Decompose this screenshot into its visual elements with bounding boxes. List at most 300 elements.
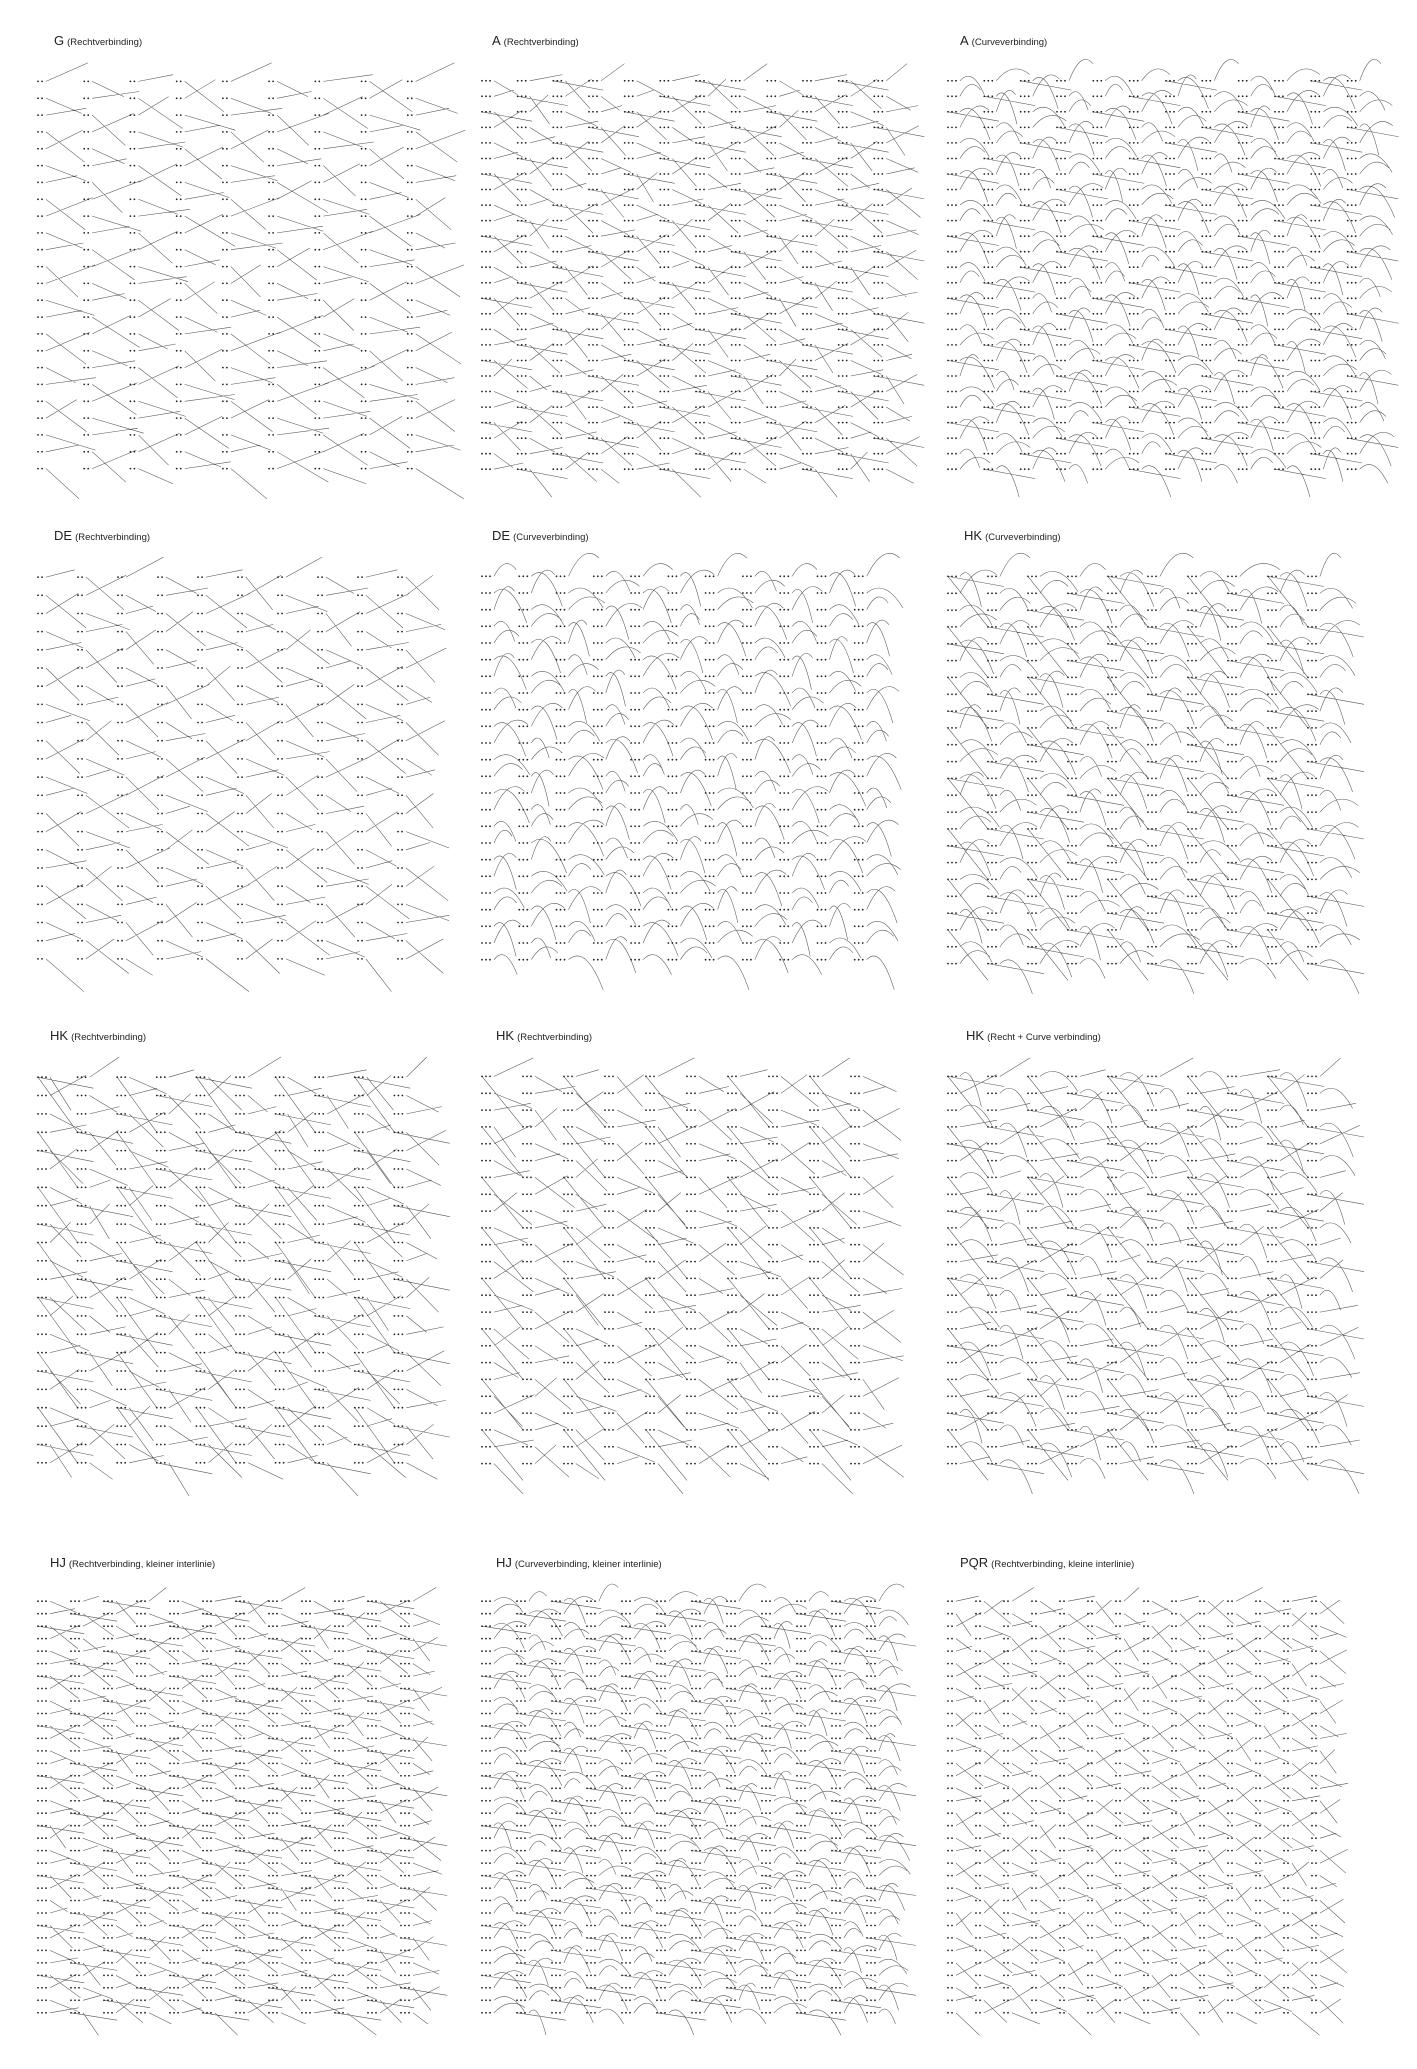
dot bbox=[357, 649, 359, 651]
dot bbox=[1227, 677, 1229, 679]
dot bbox=[556, 875, 558, 877]
dot bbox=[522, 775, 524, 777]
dot bbox=[1347, 313, 1349, 315]
dot bbox=[560, 692, 562, 694]
dot bbox=[1071, 845, 1073, 847]
dot bbox=[846, 80, 848, 82]
dot bbox=[705, 675, 707, 677]
dot bbox=[1282, 266, 1284, 268]
dot bbox=[485, 659, 487, 661]
dot bbox=[783, 725, 785, 727]
dot bbox=[951, 391, 953, 393]
dot bbox=[668, 692, 670, 694]
dot bbox=[489, 859, 491, 861]
dot bbox=[176, 417, 178, 419]
dot bbox=[705, 692, 707, 694]
dot bbox=[1027, 845, 1029, 847]
dot bbox=[672, 942, 674, 944]
dot bbox=[517, 360, 519, 362]
dot bbox=[1115, 744, 1117, 746]
dot bbox=[713, 892, 715, 894]
dot bbox=[825, 742, 827, 744]
dot bbox=[200, 1168, 202, 1170]
dot bbox=[1201, 220, 1203, 222]
dot bbox=[121, 776, 123, 778]
dot bbox=[1060, 142, 1062, 144]
dot bbox=[1111, 626, 1113, 628]
dot bbox=[663, 158, 665, 160]
panel-code: DE bbox=[492, 528, 511, 543]
dot bbox=[37, 451, 39, 453]
dot bbox=[222, 148, 224, 150]
dot bbox=[176, 198, 178, 200]
dot bbox=[713, 709, 715, 711]
dot bbox=[951, 329, 953, 331]
dot bbox=[160, 1444, 162, 1446]
dot bbox=[735, 468, 737, 470]
dot bbox=[243, 1407, 245, 1409]
dot bbox=[226, 417, 228, 419]
dot bbox=[45, 1407, 47, 1409]
dot bbox=[735, 360, 737, 362]
dot bbox=[713, 825, 715, 827]
dot bbox=[663, 437, 665, 439]
dot bbox=[1067, 744, 1069, 746]
dot bbox=[1267, 862, 1269, 864]
dot bbox=[955, 282, 957, 284]
dot bbox=[1060, 406, 1062, 408]
dot bbox=[877, 80, 879, 82]
dot bbox=[1067, 677, 1069, 679]
dot bbox=[1169, 173, 1171, 175]
dot bbox=[873, 158, 875, 160]
dot bbox=[1107, 794, 1109, 796]
dot bbox=[1355, 158, 1357, 160]
dot bbox=[1347, 406, 1349, 408]
dot bbox=[517, 158, 519, 160]
dot bbox=[157, 631, 159, 633]
dot bbox=[1028, 422, 1030, 424]
dot bbox=[1238, 95, 1240, 97]
dot bbox=[37, 904, 39, 906]
dot bbox=[1307, 794, 1309, 796]
dot bbox=[243, 1389, 245, 1391]
dot bbox=[881, 437, 883, 439]
dot bbox=[317, 922, 319, 924]
dot bbox=[806, 282, 808, 284]
dot bbox=[735, 142, 737, 144]
dot bbox=[556, 297, 558, 299]
dot bbox=[947, 468, 949, 470]
dot bbox=[83, 350, 85, 352]
dot bbox=[663, 204, 665, 206]
dot bbox=[1315, 912, 1317, 914]
dot bbox=[357, 685, 359, 687]
dot bbox=[522, 725, 524, 727]
dot bbox=[1231, 643, 1233, 645]
dot bbox=[522, 709, 524, 711]
dot bbox=[394, 1297, 396, 1299]
dot bbox=[1064, 220, 1066, 222]
dot bbox=[318, 316, 320, 318]
dot bbox=[628, 329, 630, 331]
dot bbox=[991, 313, 993, 315]
dot bbox=[401, 740, 403, 742]
dot bbox=[810, 204, 812, 206]
dot bbox=[1137, 127, 1139, 129]
dot bbox=[83, 198, 85, 200]
dot bbox=[200, 1150, 202, 1152]
dot bbox=[1028, 158, 1030, 160]
dot bbox=[1151, 862, 1153, 864]
dot bbox=[1028, 406, 1030, 408]
dot bbox=[1315, 879, 1317, 881]
dot bbox=[322, 1333, 324, 1335]
dot bbox=[846, 111, 848, 113]
dot bbox=[407, 81, 409, 83]
dot bbox=[838, 282, 840, 284]
dot bbox=[517, 266, 519, 268]
dot bbox=[157, 704, 159, 706]
dot bbox=[596, 313, 598, 315]
dot bbox=[1027, 576, 1029, 578]
dot bbox=[1351, 329, 1353, 331]
dot bbox=[1205, 189, 1207, 191]
dot bbox=[592, 251, 594, 253]
dot bbox=[1310, 313, 1312, 315]
dot bbox=[556, 422, 558, 424]
dot bbox=[995, 879, 997, 881]
dot bbox=[1064, 344, 1066, 346]
dot bbox=[180, 148, 182, 150]
dot bbox=[241, 885, 243, 887]
dot bbox=[596, 437, 598, 439]
dot bbox=[397, 958, 399, 960]
dot bbox=[881, 158, 883, 160]
dot bbox=[1238, 437, 1240, 439]
dot bbox=[1191, 778, 1193, 780]
dot bbox=[881, 360, 883, 362]
dot bbox=[787, 742, 789, 744]
dot bbox=[1307, 744, 1309, 746]
dot bbox=[1071, 643, 1073, 645]
dot bbox=[881, 142, 883, 144]
dot bbox=[41, 333, 43, 335]
dot bbox=[1155, 761, 1157, 763]
dot bbox=[485, 575, 487, 577]
dot bbox=[317, 576, 319, 578]
dot bbox=[243, 1076, 245, 1078]
dot bbox=[987, 220, 989, 222]
dot bbox=[517, 313, 519, 315]
dot bbox=[750, 709, 752, 711]
dot bbox=[1151, 693, 1153, 695]
dot bbox=[77, 885, 79, 887]
dot bbox=[85, 1095, 87, 1097]
dot bbox=[987, 251, 989, 253]
dot bbox=[597, 942, 599, 944]
dot bbox=[672, 842, 674, 844]
dot bbox=[1227, 963, 1229, 965]
dot bbox=[161, 758, 163, 760]
dot bbox=[854, 809, 856, 811]
dot bbox=[239, 1131, 241, 1133]
dot bbox=[854, 942, 856, 944]
dot bbox=[87, 400, 89, 402]
dot bbox=[407, 266, 409, 268]
dot bbox=[1195, 929, 1197, 931]
dot bbox=[593, 592, 595, 594]
dot bbox=[1310, 189, 1312, 191]
dot bbox=[597, 792, 599, 794]
dot bbox=[802, 80, 804, 82]
dot bbox=[164, 1187, 166, 1189]
dot bbox=[85, 1407, 87, 1409]
dot bbox=[180, 232, 182, 234]
dot bbox=[365, 165, 367, 167]
dot bbox=[1092, 142, 1094, 144]
dot bbox=[838, 220, 840, 222]
dot bbox=[83, 165, 85, 167]
dot bbox=[659, 111, 661, 113]
dot bbox=[226, 215, 228, 217]
dot bbox=[1209, 111, 1211, 113]
dot bbox=[1056, 406, 1058, 408]
dot bbox=[873, 329, 875, 331]
dot bbox=[1267, 727, 1269, 729]
dot bbox=[1351, 344, 1353, 346]
dot bbox=[1107, 677, 1109, 679]
dot bbox=[1129, 329, 1131, 331]
dot bbox=[1201, 173, 1203, 175]
dot bbox=[1071, 693, 1073, 695]
dot bbox=[279, 1462, 281, 1464]
dot bbox=[226, 350, 228, 352]
dot bbox=[485, 642, 487, 644]
dot bbox=[1235, 811, 1237, 813]
dot bbox=[564, 609, 566, 611]
dot bbox=[1278, 266, 1280, 268]
dot bbox=[362, 1095, 364, 1097]
dot bbox=[667, 80, 669, 82]
dot bbox=[825, 625, 827, 627]
dot bbox=[787, 792, 789, 794]
dot bbox=[116, 1150, 118, 1152]
dot bbox=[634, 709, 636, 711]
dot bbox=[518, 659, 520, 661]
dot bbox=[955, 204, 957, 206]
dot bbox=[862, 959, 864, 961]
dot bbox=[601, 909, 603, 911]
dot bbox=[731, 251, 733, 253]
panel-hk-curve bbox=[944, 528, 1344, 978]
dot bbox=[1147, 626, 1149, 628]
dot bbox=[37, 867, 39, 869]
dot bbox=[862, 809, 864, 811]
dot bbox=[713, 792, 715, 794]
dot bbox=[588, 251, 590, 253]
dot bbox=[1282, 297, 1284, 299]
dot bbox=[314, 283, 316, 285]
dot bbox=[951, 862, 953, 864]
dot bbox=[955, 895, 957, 897]
dot bbox=[117, 813, 119, 815]
dot bbox=[838, 142, 840, 144]
dot bbox=[592, 344, 594, 346]
dot bbox=[802, 468, 804, 470]
dot bbox=[1315, 693, 1317, 695]
dot bbox=[862, 659, 864, 661]
dot bbox=[1282, 391, 1284, 393]
dot bbox=[522, 675, 524, 677]
dot bbox=[1310, 297, 1312, 299]
dot bbox=[1100, 95, 1102, 97]
dot bbox=[624, 95, 626, 97]
dot bbox=[272, 434, 274, 436]
dot bbox=[858, 642, 860, 644]
dot bbox=[862, 675, 864, 677]
dot bbox=[176, 114, 178, 116]
dot bbox=[160, 1315, 162, 1317]
dot bbox=[1111, 946, 1113, 948]
dot bbox=[1060, 297, 1062, 299]
dot bbox=[526, 575, 528, 577]
dot bbox=[854, 859, 856, 861]
connection-lines bbox=[948, 59, 1399, 497]
dot bbox=[318, 384, 320, 386]
dot bbox=[318, 1370, 320, 1372]
dot bbox=[275, 1444, 277, 1446]
dot bbox=[1347, 251, 1349, 253]
dot bbox=[402, 1352, 404, 1354]
dot bbox=[1195, 862, 1197, 864]
dot bbox=[124, 1223, 126, 1225]
dot bbox=[481, 329, 483, 331]
dot bbox=[272, 367, 274, 369]
dot bbox=[243, 1113, 245, 1115]
dot bbox=[1282, 422, 1284, 424]
dot bbox=[991, 609, 993, 611]
dot bbox=[854, 659, 856, 661]
dot bbox=[667, 189, 669, 191]
dot bbox=[779, 859, 781, 861]
dot bbox=[481, 759, 483, 761]
dot bbox=[1155, 811, 1157, 813]
dot bbox=[873, 375, 875, 377]
dot bbox=[699, 95, 701, 97]
dot bbox=[877, 297, 879, 299]
dot bbox=[41, 249, 43, 251]
dot bbox=[226, 316, 228, 318]
dot bbox=[361, 131, 363, 133]
dot bbox=[164, 1223, 166, 1225]
dot bbox=[1307, 592, 1309, 594]
dot bbox=[358, 1297, 360, 1299]
dot bbox=[1318, 111, 1320, 113]
dot bbox=[161, 667, 163, 669]
dot bbox=[237, 613, 239, 615]
dot bbox=[596, 80, 598, 82]
dot bbox=[1195, 811, 1197, 813]
dot bbox=[1307, 845, 1309, 847]
dot bbox=[746, 592, 748, 594]
dot bbox=[243, 1242, 245, 1244]
dot bbox=[196, 1370, 198, 1372]
dot bbox=[239, 1168, 241, 1170]
dot bbox=[787, 942, 789, 944]
dot bbox=[1351, 127, 1353, 129]
dot bbox=[695, 251, 697, 253]
dot bbox=[358, 1407, 360, 1409]
dot bbox=[365, 114, 367, 116]
dot bbox=[862, 742, 864, 744]
dot bbox=[592, 158, 594, 160]
dot bbox=[667, 266, 669, 268]
dot bbox=[397, 685, 399, 687]
dot bbox=[277, 667, 279, 669]
dot bbox=[817, 842, 819, 844]
dot bbox=[120, 1095, 122, 1097]
dot bbox=[180, 333, 182, 335]
dot bbox=[1275, 929, 1277, 931]
dot bbox=[1031, 727, 1033, 729]
dot bbox=[877, 173, 879, 175]
dot bbox=[365, 468, 367, 470]
dot bbox=[1318, 204, 1320, 206]
dot bbox=[1274, 468, 1276, 470]
dot bbox=[1129, 344, 1131, 346]
dot bbox=[279, 1425, 281, 1427]
dot bbox=[705, 875, 707, 877]
dot bbox=[1278, 111, 1280, 113]
dot bbox=[596, 375, 598, 377]
dot bbox=[731, 204, 733, 206]
dot bbox=[161, 776, 163, 778]
dot bbox=[398, 1315, 400, 1317]
dot bbox=[41, 831, 43, 833]
dot bbox=[1351, 173, 1353, 175]
dot bbox=[628, 266, 630, 268]
dot bbox=[522, 859, 524, 861]
dot bbox=[314, 1205, 316, 1207]
dot bbox=[862, 709, 864, 711]
dot bbox=[1024, 391, 1026, 393]
dot bbox=[1027, 761, 1029, 763]
dot bbox=[1307, 895, 1309, 897]
dot bbox=[83, 266, 85, 268]
dot bbox=[222, 384, 224, 386]
dot bbox=[322, 1076, 324, 1078]
dot bbox=[124, 1131, 126, 1133]
dot bbox=[552, 80, 554, 82]
dot bbox=[41, 813, 43, 815]
dot bbox=[825, 759, 827, 761]
dot bbox=[235, 1131, 237, 1133]
dot bbox=[83, 283, 85, 285]
dot bbox=[991, 142, 993, 144]
dot bbox=[806, 80, 808, 82]
dot bbox=[354, 1076, 356, 1078]
dot bbox=[667, 406, 669, 408]
dot bbox=[1027, 626, 1029, 628]
panel-de-recht bbox=[34, 528, 434, 978]
dot bbox=[601, 725, 603, 727]
dot bbox=[947, 453, 949, 455]
dot bbox=[362, 1407, 364, 1409]
dot bbox=[703, 80, 705, 82]
dot bbox=[130, 384, 132, 386]
dot bbox=[1137, 282, 1139, 284]
